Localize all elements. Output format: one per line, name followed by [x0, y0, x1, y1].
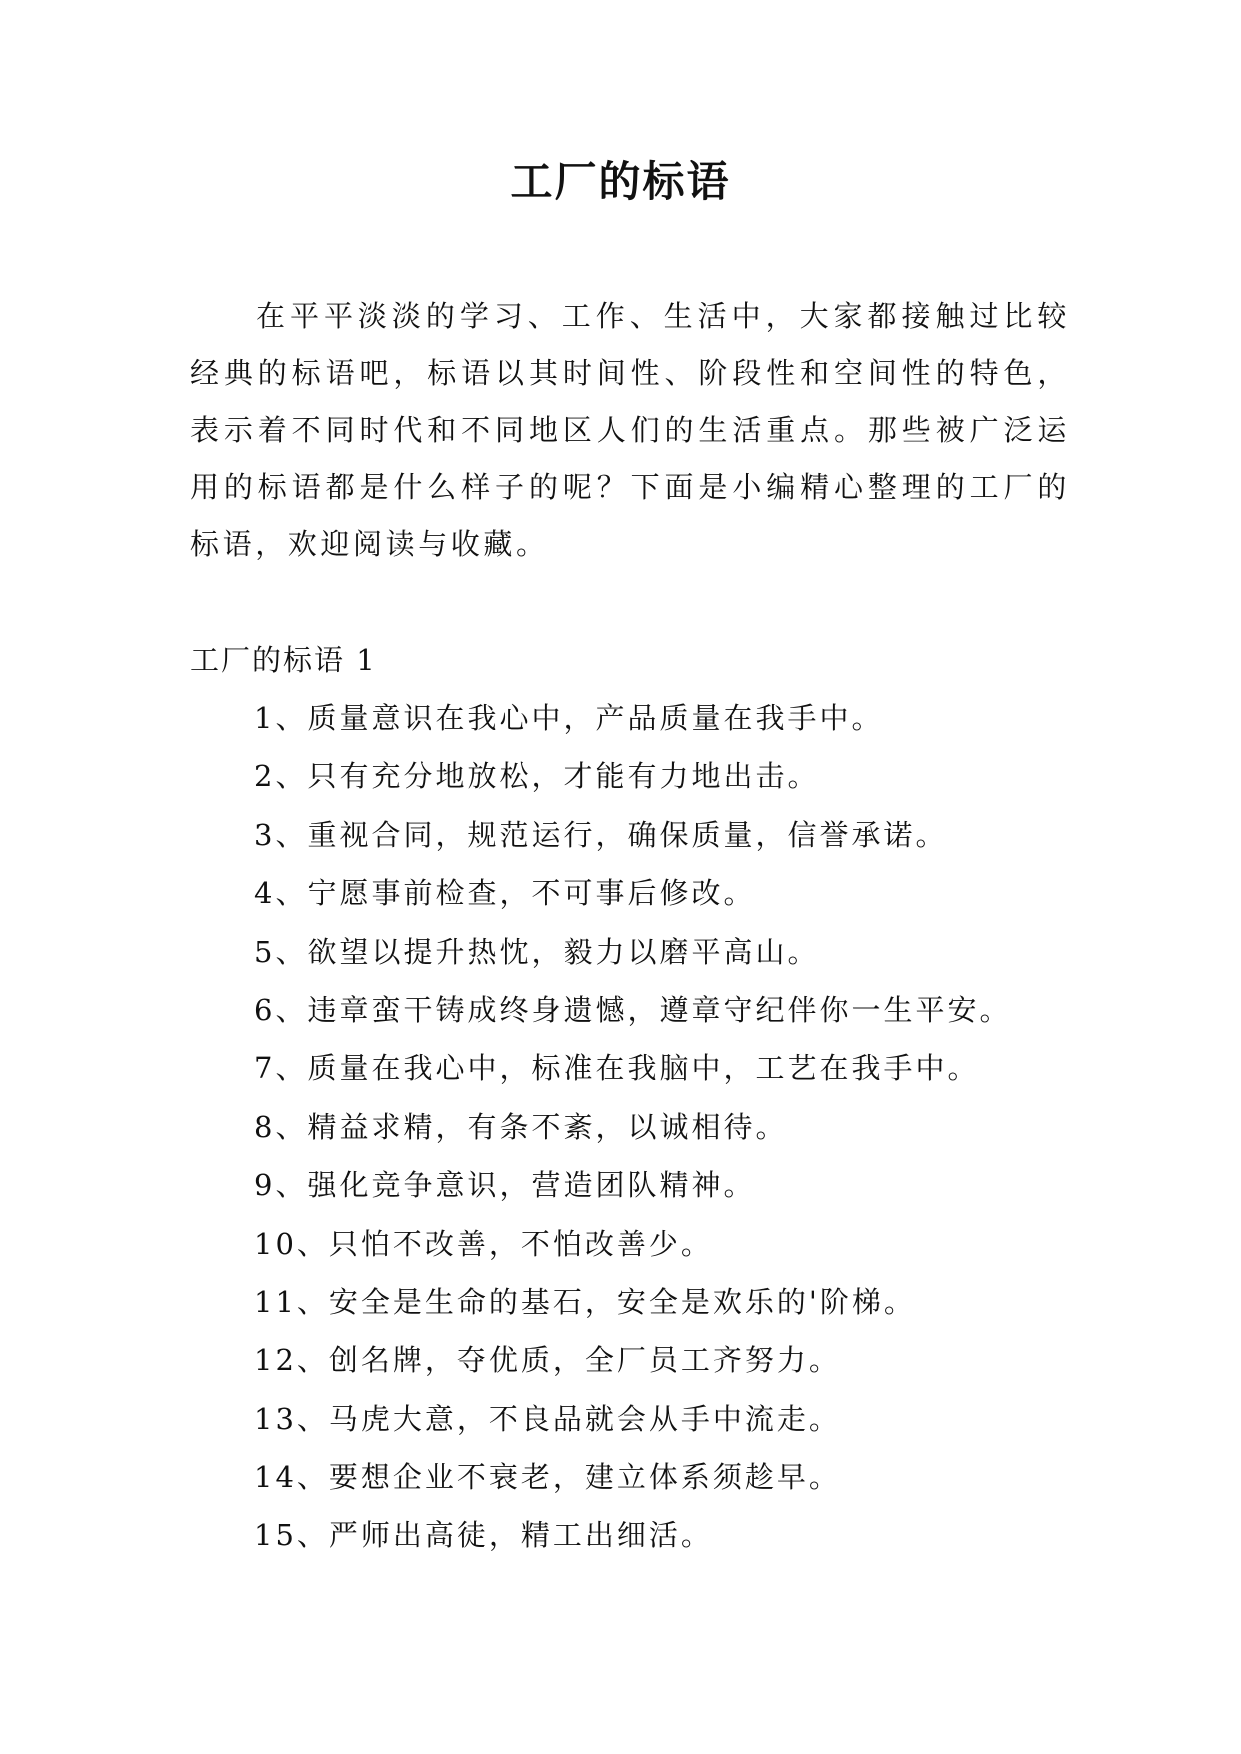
slogan-item: 15、严师出高徒，精工出细活。	[254, 1518, 713, 1553]
slogan-item: 2、只有充分地放松，才能有力地出击。	[254, 759, 820, 794]
slogan-item: 3、重视合同，规范运行，确保质量，信誉承诺。	[254, 817, 948, 852]
slogan-item: 12、创名牌，夺优质，全厂员工齐努力。	[254, 1343, 841, 1378]
slogan-item: 13、马虎大意，不良品就会从手中流走。	[254, 1401, 841, 1436]
slogan-item: 6、违章蛮干铸成终身遗憾，遵章守纪伴你一生平安。	[254, 992, 1012, 1027]
slogan-item: 8、精益求精，有条不紊，以诚相待。	[254, 1109, 788, 1144]
slogan-item: 11、安全是生命的基石，安全是欢乐的'阶梯。	[254, 1284, 916, 1319]
slogan-item: 7、质量在我心中，标准在我脑中，工艺在我手中。	[254, 1051, 980, 1086]
slogan-item: 14、要想企业不衰老，建立体系须趁早。	[254, 1460, 841, 1495]
section-heading: 工厂的标语 1	[190, 643, 377, 677]
slogan-list	[254, 698, 1011, 1574]
slogan-item: 5、欲望以提升热忱，毅力以磨平高山。	[254, 934, 820, 969]
slogan-item: 10、只怕不改善，不怕改善少。	[254, 1226, 713, 1261]
slogan-item: 1、质量意识在我心中，产品质量在我手中。	[254, 701, 884, 735]
slogan-item: 4、宁愿事前检查，不可事后修改。	[254, 876, 756, 911]
document-title: 工厂的标语	[510, 157, 731, 206]
intro-paragraph: 在平平淡淡的学习、工作、生活中，大家都接触过比较经典的标语吧，标语以其时间性、阶段性和空间性的特色，表示着不同时代和不同地区人们的生活重点。那些被广泛运用的标语都是什么样子的呢？下面是小编精心整理的工厂的标语，欢迎阅读与收藏。	[190, 299, 1070, 561]
slogan-item: 9、强化竞争意识，营造团队精神。	[254, 1168, 756, 1203]
